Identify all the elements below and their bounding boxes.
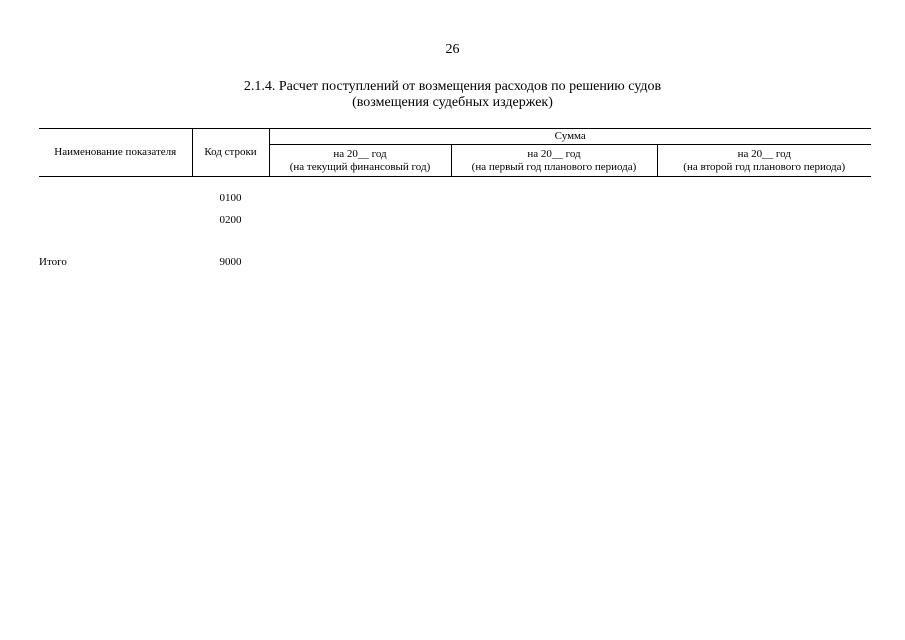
table-row xyxy=(39,187,871,209)
total-row xyxy=(39,251,871,273)
section-subtitle: (возмещения судебных издержек) xyxy=(352,95,553,110)
header-period-current xyxy=(269,145,451,177)
row-value-current xyxy=(269,187,451,209)
total-label: Итого xyxy=(39,255,67,268)
header-period-second-plan-note: (на второй год планового периода) xyxy=(683,160,846,173)
row-value-second-plan xyxy=(657,187,871,209)
header-period-first-plan-note: (на первый год планового периода) xyxy=(471,160,637,173)
row-value-first-plan xyxy=(451,209,657,231)
row-code: 0100 xyxy=(219,191,242,204)
header-period-current-year: на 20__ год xyxy=(333,147,387,160)
section-title: 2.1.4. Расчет поступлений от возмещения расходов по решению судов xyxy=(243,79,662,94)
header-period-second-plan-year: на 20__ год xyxy=(737,147,791,160)
table-row xyxy=(39,209,871,231)
revenue-calculation-table xyxy=(39,128,871,273)
header-period-first-plan-year: на 20__ год xyxy=(527,147,581,160)
page-number: 26 xyxy=(445,42,460,57)
row-code: 0200 xyxy=(219,213,242,226)
total-value-second-plan xyxy=(657,251,871,273)
header-period-first-plan xyxy=(451,145,657,177)
row-value-current xyxy=(269,209,451,231)
header-indicator-name: Наименование показателя xyxy=(39,129,192,177)
row-name xyxy=(39,187,192,209)
total-value-first-plan xyxy=(451,251,657,273)
row-value-first-plan xyxy=(451,187,657,209)
total-code: 9000 xyxy=(219,255,242,268)
row-name xyxy=(39,209,192,231)
row-value-second-plan xyxy=(657,209,871,231)
header-period-current-note: (на текущий финансовый год) xyxy=(289,160,431,173)
header-row-code: Код строки xyxy=(192,129,269,177)
header-period-second-plan xyxy=(657,145,871,177)
total-value-current xyxy=(269,251,451,273)
header-sum: Сумма xyxy=(269,129,871,145)
